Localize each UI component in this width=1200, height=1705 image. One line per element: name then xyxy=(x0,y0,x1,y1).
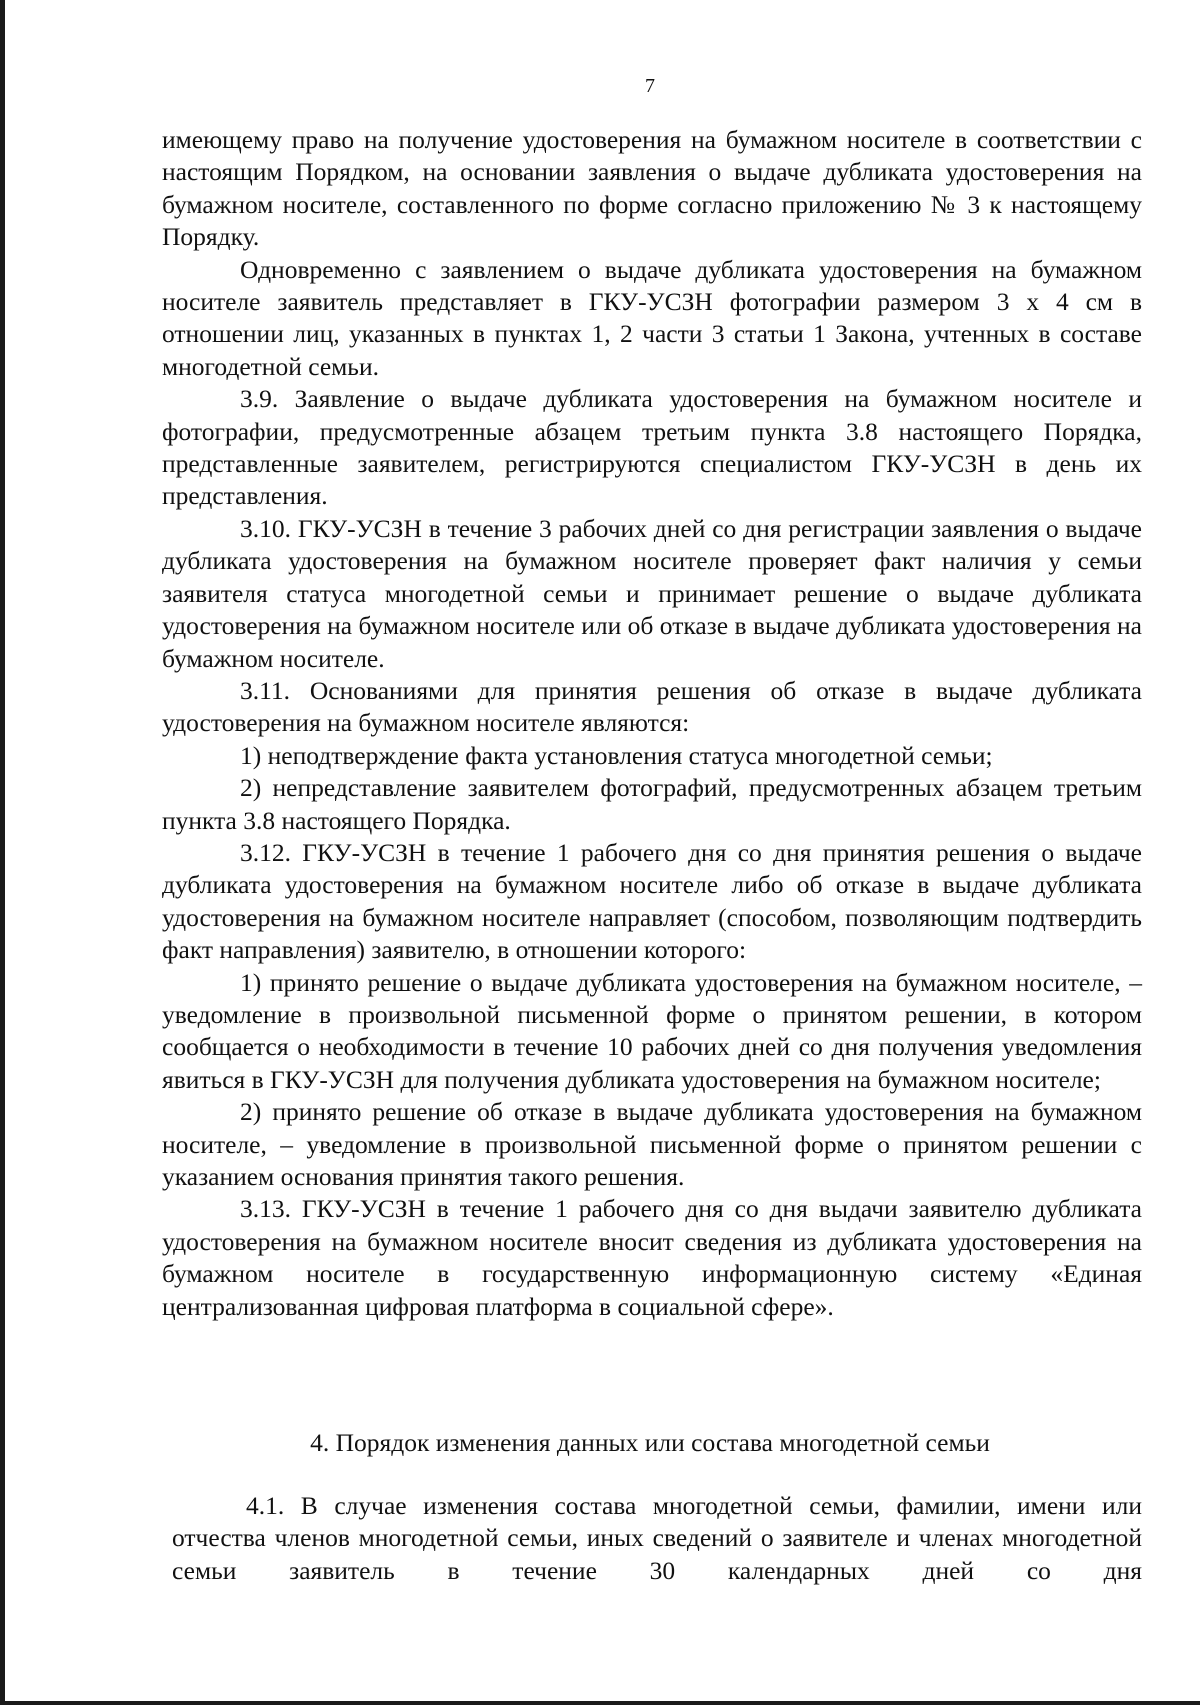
paragraph-photos: Одновременно с заявлением о выдаче дубликата удостоверения на бумажном носителе заявитель представляет в ГКУ-УСЗН фотографии размером 3 х 4 см в отношении лиц, указанных в пунктах 1, 2 части 3 статьи 1 Закона, учтенных в составе многодетной семьи. xyxy=(162,254,1142,381)
paragraph-3-10: 3.10. ГКУ-УСЗН в течение 3 рабочих дней со дня регистрации заявления о выдаче дубликата удостоверения на бумажном носителе проверяет факт наличия у семьи заявителя статуса многодетной семьи и принимает решение о выдаче дубликата удостоверения на бумажном носителе или об отказе в выдаче дубликата удостоверения на бумажном носителе. xyxy=(162,513,1142,673)
paragraph-3-12: 3.12. ГКУ-УСЗН в течение 1 рабочего дня со дня принятия решения о выдаче дубликата удостоверения на бумажном носителе либо об отказе в выдаче дубликата удостоверения на бумажном носителе направляет (способом, позволяющим подтвердить факт направления) заявителю, в отношении которого: xyxy=(162,837,1142,965)
scan-edge-bottom xyxy=(0,1701,1200,1705)
paragraph-4-1: 4.1. В случае изменения состава многодетной семьи, фамилии, имени или отчества членов многодетной семьи, иных сведений о заявителе и членах многодетной семьи заявитель в течение 30 календарных дней со дня xyxy=(172,1491,1142,1585)
list-item-3-11-2: 2) непредставление заявителем фотографий, предусмотренных абзацем третьим пункта 3.8 настоящего Порядка. xyxy=(162,773,1142,835)
list-item-3-12-1: 1) принято решение о выдаче дубликата удостоверения на бумажном носителе, – уведомление в произвольной письменной форме о принятом решении, в котором сообщается о необходимости в течение 10 рабочих дней со дня получения уведомления явиться в ГКУ-УСЗН для получения дубликата удостоверения на бумажном носителе; xyxy=(162,967,1142,1094)
paragraph-continuation: имеющему право на получение удостоверения на бумажном носителе в соответствии с настоящим Порядком, на основании заявления о выдаче дубликата удостоверения на бумажном носителе, составленного по форме согласно приложению № 3 к настоящему Порядку. xyxy=(162,125,1142,252)
section-heading: 4. Порядок изменения данных или состава многодетной семьи xyxy=(310,1428,990,1457)
page-number: 7 xyxy=(645,75,655,97)
paragraph-3-11: 3.11. Основаниями для принятия решения об отказе в выдаче дубликата удостоверения на бумажном носителе являются: xyxy=(162,675,1142,738)
list-item-3-11-1: 1) неподтверждение факта установления статуса многодетной семьи; xyxy=(240,740,993,770)
paragraph-3-9: 3.9. Заявление о выдаче дубликата удостоверения на бумажном носителе и фотографии, предусмотренные абзацем третьим пункта 3.8 настоящего Порядка, представленные заявителем, регистрируются специалистом ГКУ-УСЗН в день их представления. xyxy=(162,384,1142,511)
section-body xyxy=(172,1490,1142,1587)
document-body xyxy=(162,124,1142,1323)
paragraph-3-13: 3.13. ГКУ-УСЗН в течение 1 рабочего дня со дня выдачи заявителю дубликата удостоверения на бумажном носителе вносит сведения из дубликата удостоверения на бумажном носителе в государственную информационную систему «Единая централизованная цифровая платформа в социальной сфере». xyxy=(162,1194,1142,1321)
list-item-3-12-2: 2) принято решение об отказе в выдаче дубликата удостоверения на бумажном носителе, – уведомление в произвольной письменной форме о принятом решении с указанием основания принятия такого решения. xyxy=(162,1097,1142,1191)
